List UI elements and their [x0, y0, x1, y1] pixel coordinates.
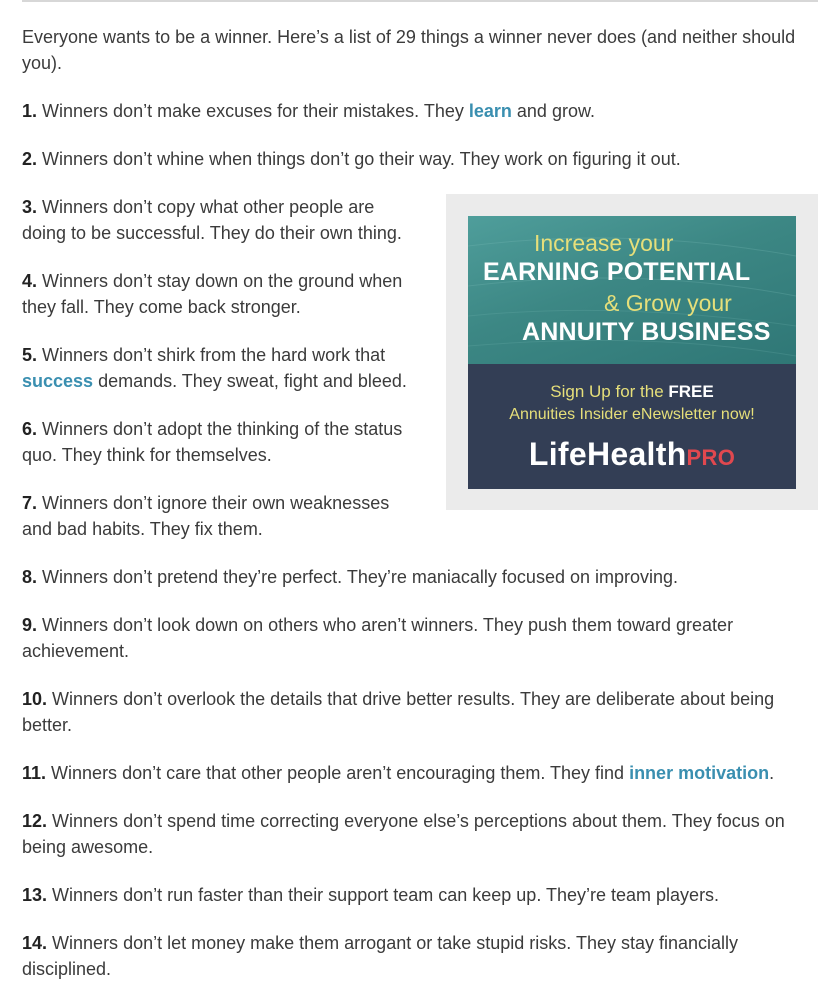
list-item — [22, 564, 818, 590]
ad-container — [446, 194, 818, 510]
item-number: 11. — [22, 763, 47, 783]
ad-line-4: ANNUITY BUSINESS — [522, 318, 771, 346]
item-text: Winners don’t let money make them arrogant or take stupid risks. They stay financially disciplined. — [22, 933, 739, 979]
list-item — [22, 416, 422, 468]
brand-main: LifeHealth — [528, 436, 687, 472]
ad-signup-text — [468, 364, 796, 426]
article-body — [22, 24, 818, 1004]
item-text: Winners don’t spend time correcting everyone else’s perceptions about them. They focus on being awesome. — [22, 811, 785, 857]
item-text: Winners don’t care that other people aren’t encouraging them. They find — [51, 763, 630, 783]
item-number: 9. — [22, 615, 38, 635]
item-text: . — [769, 763, 775, 783]
ad-headline-panel — [468, 216, 796, 364]
signup-line-2: Annuities Insider eNewsletter now! — [509, 406, 755, 423]
signup-free: FREE — [668, 382, 714, 401]
item-number: 8. — [22, 567, 38, 587]
item-number: 14. — [22, 933, 48, 953]
item-text: Winners don’t copy what other people are doing to be successful. They do their own thing. — [22, 197, 402, 243]
list-item — [22, 930, 818, 982]
list-item — [22, 146, 818, 172]
item-number: 3. — [22, 197, 38, 217]
item-text: demands. They sweat, fight and bleed. — [93, 371, 407, 391]
item-text: Winners don’t make excuses for their mistakes. They — [42, 101, 469, 121]
top-divider — [22, 0, 818, 2]
item-number: 1. — [22, 101, 38, 121]
item-text: Winners don’t adopt the thinking of the status quo. They think for themselves. — [22, 419, 403, 465]
item-text: Winners don’t shirk from the hard work that — [42, 345, 386, 365]
link-inner-motivation[interactable]: inner motivation — [629, 763, 770, 783]
ad-signup-panel — [468, 364, 796, 489]
intro-paragraph: Everyone wants to be a winner. Here’s a list of 29 things a winner never does (and neither should you). — [22, 27, 796, 73]
list-item — [22, 808, 818, 860]
item-number: 4. — [22, 271, 38, 291]
list-item — [22, 194, 422, 246]
item-text: Winners don’t run faster than their support team can keep up. They’re team players. — [52, 885, 720, 905]
item-text: Winners don’t look down on others who aren’t winners. They push them toward greater achievement. — [22, 615, 734, 661]
link-success[interactable]: success — [22, 371, 94, 391]
list-item — [22, 98, 818, 124]
item-text: Winners don’t stay down on the ground when they fall. They come back stronger. — [22, 271, 403, 317]
item-number: 10. — [22, 689, 48, 709]
ad-line-2: EARNING POTENTIAL — [483, 258, 751, 286]
list-item — [22, 686, 818, 738]
signup-prefix: Sign Up for the — [550, 382, 669, 401]
list-item — [22, 882, 818, 908]
advertisement-banner[interactable] — [468, 216, 796, 489]
list-item — [22, 760, 818, 786]
ad-line-3: & Grow your — [604, 290, 732, 316]
item-number: 2. — [22, 149, 38, 169]
item-number: 5. — [22, 345, 38, 365]
list-item — [22, 342, 422, 394]
item-text: Winners don’t ignore their own weaknesses and bad habits. They fix them. — [22, 493, 390, 539]
list-item — [22, 268, 422, 320]
item-number: 7. — [22, 493, 38, 513]
ad-line-1: Increase your — [534, 230, 674, 256]
list-item — [22, 490, 422, 542]
list-item — [22, 612, 818, 664]
item-text: Winners don’t overlook the details that drive better results. They are deliberate about being better. — [22, 689, 775, 735]
link-learn[interactable]: learn — [468, 101, 512, 121]
item-number: 6. — [22, 419, 38, 439]
item-text: and grow. — [511, 101, 595, 121]
item-number: 12. — [22, 811, 48, 831]
item-text: Winners don’t pretend they’re perfect. They’re maniacally focused on improving. — [42, 567, 679, 587]
item-text: Winners don’t whine when things don’t go their way. They work on figuring it out. — [42, 149, 681, 169]
lifehealthpro-logo — [468, 436, 796, 473]
brand-pro: PRO — [686, 445, 736, 470]
item-number: 13. — [22, 885, 48, 905]
